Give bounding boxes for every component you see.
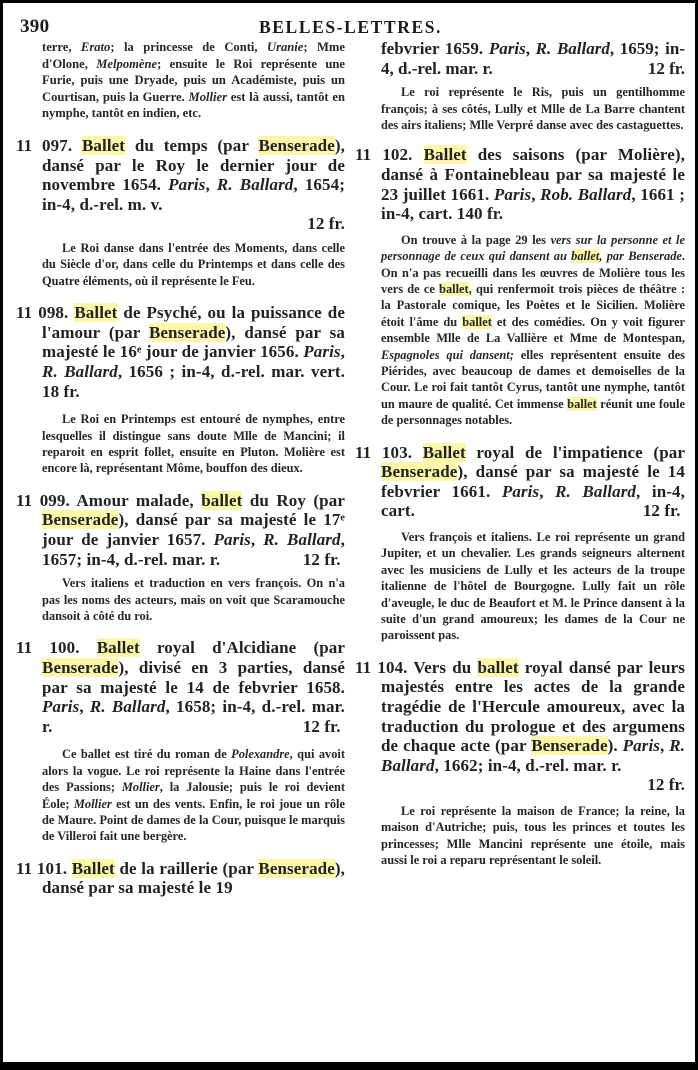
italic-title: Polexandre (231, 747, 290, 762)
entry-number: 11 100. (16, 638, 80, 658)
search-highlight: ballet (201, 490, 243, 510)
text-fragment: ), divisé en 3 parties, dansé par sa majesté le 14 de febvrier 1658. (42, 657, 345, 697)
entry-number: 11 103. (355, 442, 413, 462)
entry-body (16, 303, 345, 401)
italic-name: Mollier (188, 89, 227, 104)
search-highlight: Benserade (258, 858, 335, 878)
entry-note (355, 803, 685, 869)
italic-place: Paris (501, 481, 540, 501)
italic-place: Paris (303, 342, 341, 362)
entry-body (355, 39, 685, 78)
catalog-entry (16, 491, 345, 625)
text-fragment: , (340, 342, 345, 362)
italic-place: Paris (488, 39, 526, 58)
text-fragment: ), dansé par sa majesté le 19 (42, 858, 345, 898)
text-fragment: , 1661 ; in-4, cart. 140 fr. (381, 184, 685, 224)
note-text: et des comédies. On y voit figurer ensemble Mlle de La Vallière et Mme de Montespan, (381, 314, 685, 346)
italic-name: Melpomène (96, 56, 158, 71)
continued-entry (355, 39, 685, 133)
search-highlight: Benserade (531, 736, 608, 756)
italic-publisher: R. Ballard (42, 361, 118, 381)
text-fragment: ). (607, 736, 623, 756)
text-fragment: ), dansé par sa majesté le 16ᵉ jour de janvier 1656. (42, 322, 345, 362)
text-fragment: , 1656 ; in-4, d.-rel. mar. vert. 18 fr. (42, 361, 345, 401)
text-fragment: , (250, 529, 264, 549)
note-text: , qui renfermoit trois pièces de théâtre : la Pastorale comique, les Poètes et le Sicilien. Molière étoit l'âme du (381, 282, 685, 329)
entry-body (355, 658, 685, 776)
entry-number: 11 101. (16, 858, 68, 878)
entry-note (16, 411, 345, 477)
text-fragment: , 1654; in-4, d.-rel. m. v. (42, 175, 345, 214)
italic-publisher: R. Ballard (555, 481, 637, 501)
italic-quote: Espagnoles qui dansent; (381, 347, 514, 362)
entry-price: 12 fr. (647, 775, 685, 795)
entry-price: 12 fr. (647, 58, 685, 78)
text-fragment: ; Mme d'Olone, (42, 40, 346, 71)
left-column (16, 39, 345, 898)
italic-quote: , par Benserade (599, 249, 682, 264)
italic-publisher: R. Ballard (216, 175, 294, 195)
italic-name: Uranie (267, 40, 304, 54)
search-highlight: Benserade (42, 510, 119, 530)
note-text: Ce ballet est tiré du roman de (62, 747, 232, 762)
text-fragment: de Psyché, ou la puissance de l'amour (par (42, 303, 345, 342)
entry-price: 12 fr. (642, 501, 681, 521)
entry-body (16, 638, 345, 736)
text-fragment: royal d'Alcidiane (par (139, 638, 345, 658)
note-text: Vers françois et italiens. Le roi représente un grand Jupiter, et un chevalier. Les grands seigneurs alternent avec les musiciens de Lully et les acteurs de la troupe italienne de l'hôtel de Bourgogne. Lully fait un rôle d'aveugle, le duc de Beaufort et M. le Prince dansent à la suite d'un grand amoureux; les dames de la Cour ne paroissent pas. (381, 530, 685, 643)
italic-place: Paris (168, 175, 206, 195)
entry-price: 12 fr. (302, 549, 341, 569)
note-text: . On n'a pas recueilli dans les œuvres de Molière tous les vers de ce (381, 249, 685, 296)
text-fragment: , (659, 736, 670, 756)
search-highlight: Ballet (74, 303, 118, 323)
running-title: BELLES-LETTRES. (259, 17, 443, 37)
search-highlight: Ballet (71, 858, 115, 878)
text-fragment: ), dansé par sa majesté le 14 febvrier 1661. (381, 462, 685, 501)
search-highlight: ballet (462, 314, 492, 329)
text-fragment: ; la princesse de Conti, (110, 40, 268, 54)
entry-number: 11 102. (355, 145, 413, 165)
text-fragment: , in-4, cart. (381, 481, 685, 521)
entry-number: 11 099. (16, 490, 70, 510)
text-fragment: est là aussi, tantôt en nymphe, tantôt en indien, etc. (42, 89, 346, 121)
entry-number: 11 098. (16, 303, 69, 323)
text-fragment: , (539, 481, 556, 501)
note-text: On trouve à la page 29 les (401, 232, 551, 247)
entry-body (16, 859, 345, 898)
text-fragment: ), dansé par le Roy le dernier jour de novembre 1654. (42, 135, 346, 195)
italic-publisher: Rob. Ballard (540, 184, 632, 204)
italic-name: Erato (80, 40, 111, 54)
text-fragment: , 1659; in-4, d.-rel. mar. r. (381, 39, 686, 78)
text-fragment: febvrier 1659. (381, 39, 489, 58)
right-column (355, 39, 685, 869)
catalog-entry (355, 658, 685, 869)
text-fragment: royal dansé par leurs majestés entre les actes de la grande tragédie de l'Hercule amoureux, avec la traduction du prologue et des argumens de chaque acte (par (381, 657, 685, 756)
search-highlight: Benserade (381, 462, 458, 482)
search-highlight: ballet (567, 396, 597, 411)
text-fragment: , 1658; in-4, d.-rel. mar. r. (42, 697, 345, 736)
italic-place: Paris (42, 697, 80, 717)
note-text: , la Jalousie; puis le roi devient Éole; (42, 780, 345, 811)
note-text: , qui avoit alors la vogue. Le roi représente la Haine dans l'entrée des Passions; (42, 747, 345, 795)
italic-publisher: R. Ballard (263, 529, 341, 549)
text-fragment: , (525, 39, 536, 58)
text-fragment: ; ensuite le Roi représente une Furie, puis une Dryade, puis un Académiste, puis un Courtisan, puis la Guerre. (42, 56, 345, 104)
italic-name: Mollier (121, 780, 160, 795)
catalog-entry (16, 136, 345, 289)
text-fragment: , 1662; in-4, d.-rel. mar. r. (434, 755, 622, 775)
search-highlight: Benserade (258, 135, 335, 155)
search-highlight: Ballet (96, 638, 140, 658)
note-text: réunit une foule de personnages notables. (381, 396, 685, 428)
text-fragment: de la raillerie (par (114, 858, 259, 878)
search-highlight: Ballet (81, 135, 126, 155)
note-text: elles représentent ensuite des Piérides, avec beaucoup de dames et demoiselles de la Cour. Le roi fait tantôt Cyrus, tantôt une nymphe, tantôt un maure de qualité. Cet immense (381, 347, 685, 411)
entry-price: 12 fr. (307, 214, 345, 234)
text-fragment: , (79, 697, 90, 717)
text-fragment: Amour malade, (76, 490, 202, 510)
catalog-entry (16, 638, 345, 844)
text-fragment: royal de l'impatience (par (465, 442, 685, 462)
text-fragment: , (531, 184, 541, 204)
continued-note (16, 39, 345, 122)
text-fragment: des saisons (par Molière), dansé à Fontainebleau par sa majesté le 23 juillet 1661. (381, 145, 685, 204)
italic-name: Mollier (73, 796, 112, 811)
italic-publisher: R. Ballard (89, 697, 166, 717)
italic-place: Paris (493, 184, 532, 204)
italic-publisher: R. Ballard (535, 39, 610, 58)
text-fragment: terre, (42, 40, 81, 54)
entry-note (355, 232, 685, 429)
search-highlight: Ballet (423, 145, 467, 165)
note-text: Vers italiens et traduction en vers françois. On n'a pas les noms des acteurs, mais on voit que Scaramouche dansoit à côté du roi. (42, 576, 345, 623)
entry-body (16, 136, 345, 214)
italic-place: Paris (622, 736, 660, 756)
note-text: Le roi représente la maison de France; la reine, la maison d'Autriche; puis, tous les princes et toutes les princesses; Mlle Mancini représente une étoile, mais aussi le roi a reparu représentant le soleil. (381, 804, 685, 868)
entry-note (355, 529, 685, 644)
note-text: Le Roi danse dans l'entrée des Moments, dans celle du Siècle d'or, dans celle du Printemps et dans celle des Quatre éléments, où il représente le Feu. (42, 240, 345, 288)
italic-quote: vers sur la personne et le personnage de ceux qui dansent au (381, 232, 685, 264)
search-highlight: Benserade (148, 322, 226, 342)
entry-body (16, 491, 345, 569)
note-text: Le Roi en Printemps est entouré de nymphes, entre lesquelles il distingue sans doute Mlle de Mancini; il reparoit en esprit follet, ensuite en Pluton. Molière est encore là, représentant Môme, bouffon des dieux. (42, 412, 345, 476)
text-fragment: du Roy (par (242, 490, 345, 510)
entry-note (16, 746, 345, 844)
entry-note (16, 575, 345, 624)
catalog-entry (355, 443, 685, 644)
entry-number: 11 097. (16, 135, 73, 155)
search-highlight: ballet (571, 249, 600, 264)
note-text: Le roi représente le Ris, puis un gentilhomme françois; à ses côtés, Lully et Mlle de La Barre chantent des airs italiens; Mlle Verpré danse avec des castaguettes. (381, 85, 685, 132)
entry-note (355, 84, 685, 133)
entry-body (355, 145, 685, 223)
entry-price: 12 fr. (302, 716, 341, 736)
search-highlight: Benserade (42, 657, 119, 677)
search-highlight: Ballet (422, 442, 466, 462)
text-fragment: , 1657; in-4, d.-rel. mar. r. (42, 529, 345, 569)
note-text: est un des vents. Enfin, le roi joue un rôle de Maure. Point de dames de la Cour, puisque le marquis de Villeroi fait une bergère. (42, 796, 345, 844)
text-fragment: du temps (par (125, 135, 259, 155)
entry-note (16, 240, 345, 289)
search-highlight: ballet (439, 282, 469, 296)
italic-place: Paris (213, 529, 251, 549)
entry-body (355, 443, 685, 521)
catalog-entry (16, 859, 345, 898)
scanned-page (3, 3, 695, 1062)
entry-number: 11 104. (355, 657, 408, 677)
search-highlight: ballet (477, 657, 519, 677)
italic-publisher: R. Ballard (381, 736, 686, 775)
text-fragment: , (205, 175, 217, 195)
catalog-entry (355, 145, 685, 428)
text-fragment: Vers du (413, 657, 478, 677)
text-fragment: ), dansé par sa majesté le 17ᵉ jour de janvier 1657. (42, 510, 345, 549)
page-number: 390 (20, 16, 50, 37)
catalog-entry (16, 303, 345, 477)
